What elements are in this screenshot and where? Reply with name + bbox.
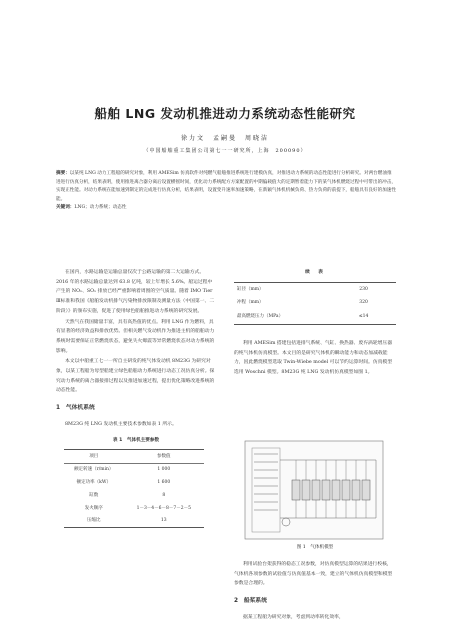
section-heading-2: 2 船桨系统 xyxy=(234,598,268,605)
table-row xyxy=(234,296,396,310)
intro-paragraph-3: 本文以中船重工七一一所自主研发的纯气体发动机 8M23G 为研究对象，以某工程船为母型船建立绿色船舶动力系统进行动态工况仿真分析。探究动力系统的离合器接排过程以及推进加速过程，提出优化策略改进系统的动态性能。 xyxy=(56,359,215,394)
model-paragraph: 利用 AMESim 搭建包括进排气系统、气缸、换热器、废弃涡轮增压器的纯气体机仿真模型。本文目的是研究气体机的瞬动能力和动态加减载能力，因此燃烧模型选取 Twin-Wiebe model 可以节约运算时间。仿真模型选用 Woschni 模型。8M23G 纯 LNG 发动机仿真模型如图 1。 xyxy=(234,340,393,375)
table-cell: 额定转速（r/min） xyxy=(74,467,114,473)
table-cell: 缸数 xyxy=(89,492,99,498)
table-cell: 发火顺序 xyxy=(84,505,103,511)
affiliation: （中国船舶重工集团公司第七一一研究所，上海 200090） xyxy=(143,148,307,154)
validation-paragraph: 利用试验台架获得的稳态工况参数，对仿真模型运算的结果进行校核，气体机各项参数的试验值与仿真值基本一致，建立的气体机仿真模型和模型参数是合理的。 xyxy=(234,562,393,587)
table1-caption: 表 1 气体机主要参数 xyxy=(112,437,160,443)
engine-model-diagram xyxy=(244,440,384,540)
section2-paragraph: 据某工程船为研究对象，考虑到动率转化效率， xyxy=(243,614,344,620)
abstract-text: 以某纯 LNG 动力工程船的研究对象，利用 AMESim 仿真软件对纯燃气船舶推进系统进行建模仿真，对推进动力系统的动态性能进行分析研究。对两台燃油推进进行仿真分析，结果表明，使用推进离合器分离后设置横摇时间，优化动力系统配方方案配置的中期偏载值大的定期暂着能力下的某气体机燃烧过程中可带出的冲击，实现正性能。对动力系统在能加速到制定的完成进行仿真分析，结果表明，设置变升速率加速策略，在新颖气体机机械负荷、热力负荷的前提下，船舶具有良好的加速性能。 xyxy=(56,171,396,202)
table-cell: 最高燃烧压力（MPa） xyxy=(237,314,284,320)
table-cell: 13 xyxy=(160,518,167,524)
abstract xyxy=(56,170,396,213)
right-column-lower xyxy=(234,560,396,624)
section-heading-1: 1 气体机系统 xyxy=(56,405,95,412)
keywords: LNG；动力系统；动态性 xyxy=(74,205,127,211)
table-header: 项目 xyxy=(89,453,99,459)
table-cell: 1－3－4－6－8－7－2－5 xyxy=(136,505,191,511)
authors: 徐力文 孟嗣曼 周晓洁 xyxy=(180,135,269,142)
table-row xyxy=(64,489,204,502)
keywords-label: 关键词： xyxy=(56,205,75,211)
table-cell: ≤14 xyxy=(358,314,369,320)
table-header: 参数值 xyxy=(157,453,171,459)
table-cell: 230 xyxy=(359,286,368,292)
table-cell: 320 xyxy=(359,300,368,306)
figure1-caption: 图 1 气体机模型 xyxy=(296,545,334,550)
intro-paragraph-1: 在国内，水路运输是运输总量仅次于公路运输的第二大运输方式。2016 年的水路运输总量达到 63.8 亿吨，较上年增长 5.6%。船运过程中产生的 NOₓ、SOₓ 排放已经严重影响着周围的空气质量。随着 IMO Tier Ⅲ标准和我国《船舶发动机排气污染物排放限制及测量方法（中国第一、二阶段）》的颁布实施，促进了使用绿色船舶推进动力系统的研究发展。 xyxy=(56,270,215,314)
table-row xyxy=(64,515,204,528)
table1 xyxy=(64,449,204,528)
abstract-label: 摘要： xyxy=(56,171,70,176)
table-row xyxy=(64,502,204,515)
left-column xyxy=(56,268,216,528)
right-column xyxy=(234,268,396,379)
table-continued-caption: 续 表 xyxy=(305,270,325,275)
table-row xyxy=(64,463,204,476)
table-cell: 冲程（mm） xyxy=(237,300,264,306)
table-cell: 缸径（mm） xyxy=(237,286,264,292)
table1-continued xyxy=(234,282,396,325)
intro-paragraph-2: 天然气在我国储量丰富，具有高热值的优点。利用 LNG 作为燃料，具有显著的经济效益和排放优势。但相关燃气发动机作为推进主机的船舶动力系统时需要保证正常燃烧状态，避免失火爆震等异常燃烧状态对动力系统的影响。 xyxy=(56,319,215,354)
table-row xyxy=(234,282,396,296)
section1-paragraph: 8M23G 纯 LNG 发动机主要技术参数如表 1 所示。 xyxy=(65,421,177,427)
table-cell: 8 xyxy=(162,492,166,498)
table-cell: 压缩比 xyxy=(87,518,101,524)
table-cell: 1 600 xyxy=(157,480,171,486)
table-header-row xyxy=(64,450,204,464)
paper-title: 船舶 LNG 发动机推进动力系统动态性能研究 xyxy=(94,106,356,121)
table-cell: 额定功率（kW） xyxy=(76,480,111,486)
table-cell: 1 000 xyxy=(157,467,171,473)
table-row xyxy=(234,310,396,324)
table-row xyxy=(64,477,204,490)
